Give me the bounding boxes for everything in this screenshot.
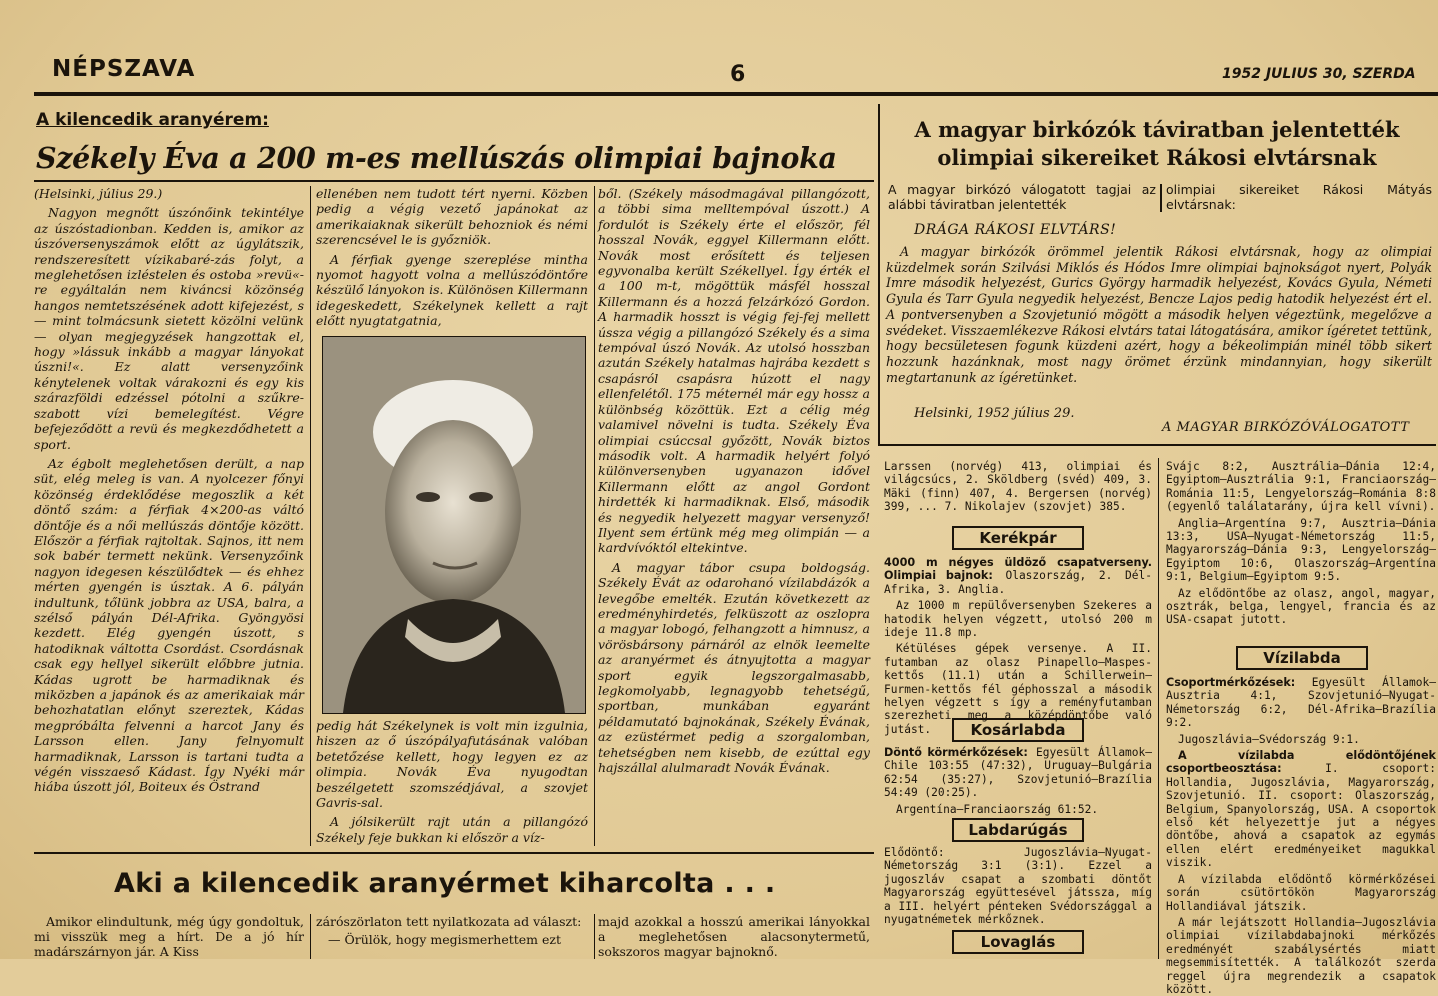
article-headline: Székely Éva a 200 m-es mellúszás olimpiai bajnoka: [36, 141, 837, 175]
section-rule: [34, 852, 874, 854]
athletics-results: Larssen (norvég) 413, olimpiai és világcsúcs, 2. Sköldberg (svéd) 409, 3. Mäki (finn) 407, 4. Bergersen (norvég) 399, ... 7. Nikolajev (szovjet) 385.: [884, 460, 1152, 514]
paragraph: Az égbolt meglehetősen derült, a nap süt, elég meleg is van. A nyolcezer főnyi közönség érdeklődése megoszlik a két döntő szám: a férfiak 4×200-as váltó döntője és a női mellúszás döntője között. Először a férfiak rajtoltak. Sajnos, itt nem sok babér termett nekünk. Versenyzőink nagyon idegesen készülődtek — és ehhez mérten gyengén is úsztak. A 6. pályán indultunk, tőlünk jobbra az USA, balra, a szélső pályán Dél-Afrika. Gyöngyösi kezdett. Elég gyengén úszott, s hatodiknak váltotta Csordást. Csordásnak csak egy hellyel sikerült előbbre jutnia. Kádas ugrott be harmadiknak és miközben a japánok és az amerikaiak már behozhatatlan előnyt szereztek, Kádas megpróbálta felvenni a harcot Jany és Larsson ellen. Jany felnyomult harmadiknak, Larsson is tartani tudta a végén visszaeső Kádast. Így Nyéki már hiába úszott jól, Boiteux és Östrand: [34, 455, 304, 795]
waterpolo-lead: Csoportmérkőzések:: [1166, 676, 1296, 689]
basketball-lead: Döntő körmérkőzések:: [884, 746, 1028, 759]
second-article-headline: Aki a kilencedik aranyérmet kiharcolta . . .: [114, 868, 776, 899]
column-rule: [1158, 458, 1159, 959]
paragraph: Kétüléses gépek versenye. A II. futamban az olasz Pinapello—Maspes-kettős (11.1) után a Schillerwein—Furmen-kettős fél géphosszal a második helyen végzett s így a reményfutamban szerezheti meg a középdöntőbe való jutást.: [884, 642, 1152, 736]
article-column-3: [598, 186, 870, 848]
telegram-intro-left: A magyar birkózó válogatott tagjai az alábbi táviratban jelentették: [888, 182, 1156, 212]
telegram-intro-divider: [1160, 184, 1162, 212]
article-kicker: A kilencedik aranyérem:: [36, 110, 269, 130]
paragraph: — Örülök, hogy megismerhettem ezt: [328, 932, 562, 947]
paragraph: Argentína—Franciaország 61:52.: [896, 802, 1099, 816]
second-article-col-3: [598, 914, 870, 959]
cycling-winner: Olaszország, 2. Dél-Afrika, 3. Anglia.: [884, 569, 1152, 596]
waterpolo-scores: Egyesült Államok—Ausztria 4:1, Szovjetunió—Nyugat-Németország 6:2, Dél-Afrika—Brazília 9:2.: [1166, 676, 1436, 730]
column-rule: [594, 914, 595, 959]
paragraph: Nagyon megnőtt úszónőink tekintélye az úszóstadionban. Kedden is, amikor az úszóversenyszámok előtt az úgylátszik, rendszeresített vízikabaré-zás folyt, a meglehetősen izléstelen és ostoba »revü«-re egyáltalán nem kiváncsi közönség hangos nemtetszésének adott kifejezést, s — mint tolmácsunk sietett közölni velünk — olyan megjegyzések hangzottak el, hogy »lássuk inkább a magyar lányokat úszni!«. Ez alatt versenyzőink kénytelenek voltak várakozni és egy kis szárazföldi edzéssel pótolni a szűkre-szabott vízi bemelegítést. Végre befejeződött a revü és megkezdődhetett a sport.: [34, 205, 304, 452]
paragraph: A vízilabda elődöntő körmérkőzései során csütörtökön Magyarország Hollandiával játszik.: [1166, 872, 1436, 913]
paragraph: Jugoszlávia—Svédország 9:1.: [1178, 732, 1360, 746]
results-column-right: [1166, 460, 1436, 636]
article-column-2-top: [316, 186, 588, 328]
section-title-waterpolo: Vízilabda: [1236, 646, 1368, 670]
paragraph: A férfiak gyenge szereplése mintha nyomot hagyott volna a mellúszódöntőre készülő lányokon is. Különösen Killermann idegeskedett, Székelynek kellett a rajt előtt nyugtatgatnia,: [316, 251, 588, 329]
masthead-rule: [34, 92, 1438, 96]
waterpolo-groups: I. csoport: Hollandia, Jugoszlávia, Magyarország, Szovjetunió. II. csoport: Olaszország, Belgium, Spanyolország, USA. A csoportok első két helyezettje jut a négyes döntőbe, ahová a csapatok az egymás ellen elért eredményeiket magukkal viszik.: [1166, 762, 1436, 870]
article-column-2-bottom: [316, 718, 588, 848]
telegram-intro-right: olimpiai sikereiket Rákosi Mátyás elvtársnak:: [1166, 182, 1432, 212]
basketball-results: [884, 746, 1152, 816]
paragraph: Amikor elindultunk, még úgy gondoltuk, mi visszük meg a hírt. De a jó hír madárszárnyon jár. A Kiss: [34, 914, 304, 959]
article-column-1: [34, 186, 304, 846]
football-results: [884, 846, 1152, 927]
second-article-col-1: [34, 914, 304, 959]
issue-date: 1952 JULIUS 30, SZERDA: [1222, 66, 1416, 82]
paragraph: A magyar tábor csupa boldogság. Székely Évát az odarohanó vízilabdázók a levegőbe emelték. Ezután következett az eredményhirdetés, felküszott az oszlopra a magyar lobogó, felhangzott a himnusz, a vörösbársony párnáról az elnök leemelte az aranyérmet és átnyujtotta a magyar sport egyik legszorgalmasabb, legkomolyabb, legnagyobb tehetségű, sportban, munkában egyaránt példamutató bajnokának, Székely Évának, az ezüstérmet pedig a szorgalomban, tehetségben nem kisebb, de ezúttal egy hajszállal alulmaradt Novák Évának.: [598, 559, 870, 776]
section-title-riding: Lovaglás: [952, 930, 1084, 954]
paragraph: Elődöntő: Jugoszlávia—Nyugat-Németország 3:1 (3:1). Ezzel a jugoszláv csapat a szombati döntőt Magyarország együttesével játssza, míg a III. helyért pénteken Svédországgal a nyugatnémetek mérkőznek.: [884, 846, 1152, 927]
paragraph: Az elődöntőbe az olasz, angol, magyar, osztrák, belga, lengyel, francia és az USA-csapat jutott.: [1166, 586, 1436, 627]
swimmer-photo: [322, 336, 586, 714]
telegram-headline-line-2: olimpiai sikereiket Rákosi elvtársnak: [937, 145, 1377, 170]
telegram-body: [886, 244, 1432, 400]
section-title-basketball: Kosárlabda: [952, 718, 1084, 742]
telegram-headline: [880, 116, 1434, 172]
paragraph: zárószörlaton tett nyilatkozata ad választ:: [316, 914, 582, 929]
paragraph: A jólsikerült rajt után a pillangózó Székely feje bukkan ki először a víz-: [316, 814, 588, 845]
paragraph: Svájc 8:2, Ausztrália—Dánia 12:4, Egyiptom—Ausztrália 9:1, Franciaország—Románia 11:5, Lengyelország—Románia 8:8 (egyenlő találatarány, újra kell vívni).: [1166, 460, 1436, 514]
cycling-lead: 4000 m négyes üldöző csapatverseny. Olimpiai bajnok:: [884, 556, 1152, 583]
column-rule: [310, 914, 311, 959]
paragraph: majd azokkal a hosszú amerikai lányokkal a meglehetősen alacsonytermetű, sokszoros magyar bajnoknő.: [598, 914, 870, 959]
page-number: 6: [730, 62, 746, 87]
masthead-title: NÉPSZAVA: [52, 56, 196, 82]
dateline: (Helsinki, július 29.): [34, 186, 163, 201]
basketball-scores: Egyesült Államok—Chile 103:55 (47:32), Uruguay—Bulgária 62:54 (35:27), Szovjetunió—Brazília 54:49 (20:25).: [884, 746, 1152, 800]
paragraph: Az 1000 m repülőversenyben Szekeres a hatodik helyen végzett, utolsó 200 m ideje 11.8 mp.: [884, 599, 1152, 640]
column-rule: [310, 186, 311, 846]
waterpolo-groups-lead: A vízilabda elődöntőjének csoportbeosztása:: [1166, 749, 1436, 776]
second-article-col-2: [316, 914, 588, 959]
paragraph: Anglia—Argentína 9:7, Ausztria—Dánia 13:3, USA—Nyugat-Németország 11:5, Magyarország—Dánia 9:3, Lengyelország—Egyiptom 10:6, Olaszország—Argentína 9:1, Belgium—Egyiptom 9:5.: [1166, 516, 1436, 584]
paragraph: ből. (Székely másodmagával pillangózott, a többi sima melltempóval úszott.) A fordulót is Székely érte el először, fél hosszal Novák, eggyel Killermann előtt. Novák most erősített és teljesen egyvonalba került Székellyel. Így érték el a 100 m-t, mögöttük másfél hosszal Killermann és a hozzá felzárkózó Gordon. A harmadik hosszt is végig fej-fej mellett ússza végig a pillangózó Székely és a sima tempóval úszó Novák. Az utolsó hosszban azután Székely hatalmas hajrába kezdett s csapásról csapásra húzott el nagy ellenfelétől. 175 méternél már egy hossz a különbség közöttük. Ezt a célig még valamivel növelni is tudta. Székely Éva olimpiai csúccsal győzött, Novák biztos második volt. A harmadik helyért folyó különversenyben ugyanazon idővel Killermann előtt az angol Gordont hirdették ki harmadiknak. Első, második és negyedik helyezett magyar versenyző! Ilyent sem értünk még meg olimpián — a kardvívóktól eltekintve.: [598, 186, 870, 556]
swimmer-portrait-image: [323, 337, 585, 713]
paragraph: pedig hát Székelynek is volt min izgulnia, hiszen az ő úszópályafutásának valóban betetőzése kellett, hogy legyen ez az olimpia. Novák Éva nyugodtan beszélgetett szomszédjával, a szovjet Gavris-sal.: [316, 718, 588, 811]
telegram-signature: A MAGYAR BIRKÓZÓVÁLOGATOTT: [1162, 420, 1410, 435]
telegram-text: A magyar birkózók örömmel jelentik Rákosi elvtársnak, hogy az olimpiai küzdelmek során Szilvási Miklós és Hódos Imre olimpiai bajnokságot nyert, Polyák Imre második helyezést, Gurics György harmadik helyezést, Kovács Gyula, Németi Gyula és Tarr Gyula negyedik helyezést, Bencze Lajos pedig hatodik helyezést ért el. A pontversenyben a Szovjetunió mögött a második helyen végeztünk, megelőzve a svédeket. Visszaemlékezve Rákosi elvtárs tatai látogatására, amikor ígéretet tettünk, hogy becsületesen fogunk küzdeni azért, hogy a békeolimpián minél több sikert hozzunk hazánknak, most nagy örömet érzünk mindannyian, hogy sikerült megtartanunk az ígéretünket.: [886, 244, 1432, 385]
telegram-salutation: DRÁGA RÁKOSI ELVTÁRS!: [914, 222, 1117, 238]
column-rule: [594, 186, 595, 846]
section-title-football: Labdarúgás: [952, 818, 1084, 842]
paragraph: A már lejátszott Hollandia—Jugoszlávia olimpiai vízilabdabajnoki mérkőzés eredményét szabálysértés miatt megsemmisítették. A találkozót szerda reggel újra megrendezik a csapatok között.: [1166, 915, 1436, 996]
telegram-headline-line-1: A magyar birkózók táviratban jelentették: [914, 117, 1400, 142]
telegram-place-date: Helsinki, 1952 július 29.: [914, 406, 1075, 421]
headline-rule: [34, 180, 874, 182]
section-title-cycling: Kerékpár: [952, 526, 1084, 550]
waterpolo-results: [1166, 676, 1436, 996]
paragraph: ellenében nem tudott tért nyerni. Közben pedig a végig vezető japánokat az amerikaiaknak sikerült behozniok és némi szerencsével le is győzniök.: [316, 186, 588, 248]
